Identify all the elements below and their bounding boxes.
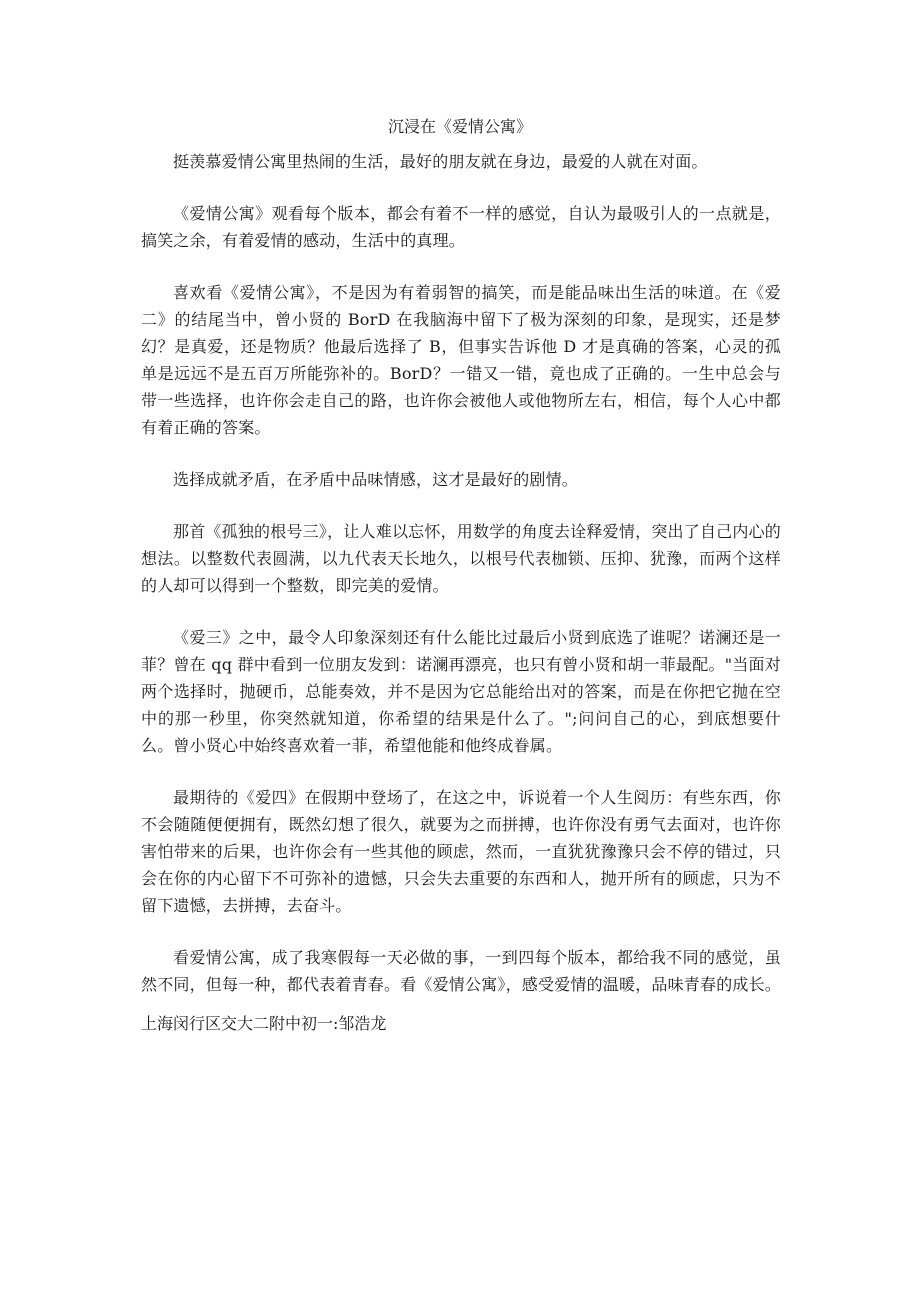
paragraph: 喜欢看《爱情公寓》，不是因为有着弱智的搞笑，而是能品味出生活的味道。在《爱二》的结尾当中，曾小贤的 BorD 在我脑海中留下了极为深刻的印象，是现实，还是梦幻？是真爱，还是物质？他最后选择了 B，但事实告诉他 D 才是真确的答案，心灵的孤单是远远不是五百万所能弥补的。BorD？一错又一错，竟也成了正确的。一生中总会与带一些选择，也许你会走自己的路，也许你会被他人或他物所左右，相信，每个人心中都有着正确的答案。 [141, 283, 781, 437]
paragraph: 挺羡慕爱情公寓里热闹的生活，最好的朋友就在身边，最爱的人就在对面。 [173, 152, 708, 171]
document-title: 沉浸在《爱情公寓》 [387, 117, 532, 136]
paragraph: 看爱情公寓，成了我寒假每一天必做的事，一到四每个版本，都给我不同的感觉，虽然不同，但每一种，都代表着青春。看《爱情公寓》，感受爱情的温暖，品味青春的成长。 [141, 948, 782, 994]
document-body [141, 148, 781, 1023]
author-signature: 上海闵行区交大二附中初一:邹浩龙 [141, 1014, 387, 1033]
paragraph: 选择成就矛盾，在矛盾中品味情感，这才是最好的剧情。 [173, 470, 579, 489]
paragraph: 《爱情公寓》观看每个版本，都会有着不一样的感觉，自认为最吸引人的一点就是，搞笑之余，有着爱情的感动，生活中的真理。 [141, 204, 781, 250]
paragraph: 那首《孤独的根号三》，让人难以忘怀，用数学的角度去诠释爱情，突出了自己内心的想法。以整数代表圆满，以九代表天长地久，以根号代表枷锁、压抑、犹豫，而两个这样的人却可以得到一个整数，即完美的爱情。 [141, 522, 781, 595]
paragraph: 《爱三》之中，最令人印象深刻还有什么能比过最后小贤到底选了谁呢？诺澜还是一菲？曾在 qq 群中看到一位朋友发到：诺澜再漂亮，也只有曾小贤和胡一菲最配。"当面对两个选择时，抛硬币，总能奏效，并不是因为它总能给出对的答案，而是在你把它抛在空中的那一秒里，你突然就知道，你希望的结果是什么了。";问问自己的心，到底想要什么。曾小贤心中始终喜欢着一菲，希望他能和他终成眷属。 [141, 628, 781, 755]
paragraph: 最期待的《爱四》在假期中登场了，在这之中，诉说着一个人生阅历：有些东西，你不会随随便便拥有，既然幻想了很久，就要为之而拼搏，也许你没有勇气去面对，也许你害怕带来的后果，也许你会有一些其他的顾虑，然而，一直犹犹豫豫只会不停的错过，只会在你的内心留下不可弥补的遗憾，只会失去重要的东西和人，抛开所有的顾虑，只为不留下遗憾，去拼搏，去奋斗。 [141, 788, 781, 915]
